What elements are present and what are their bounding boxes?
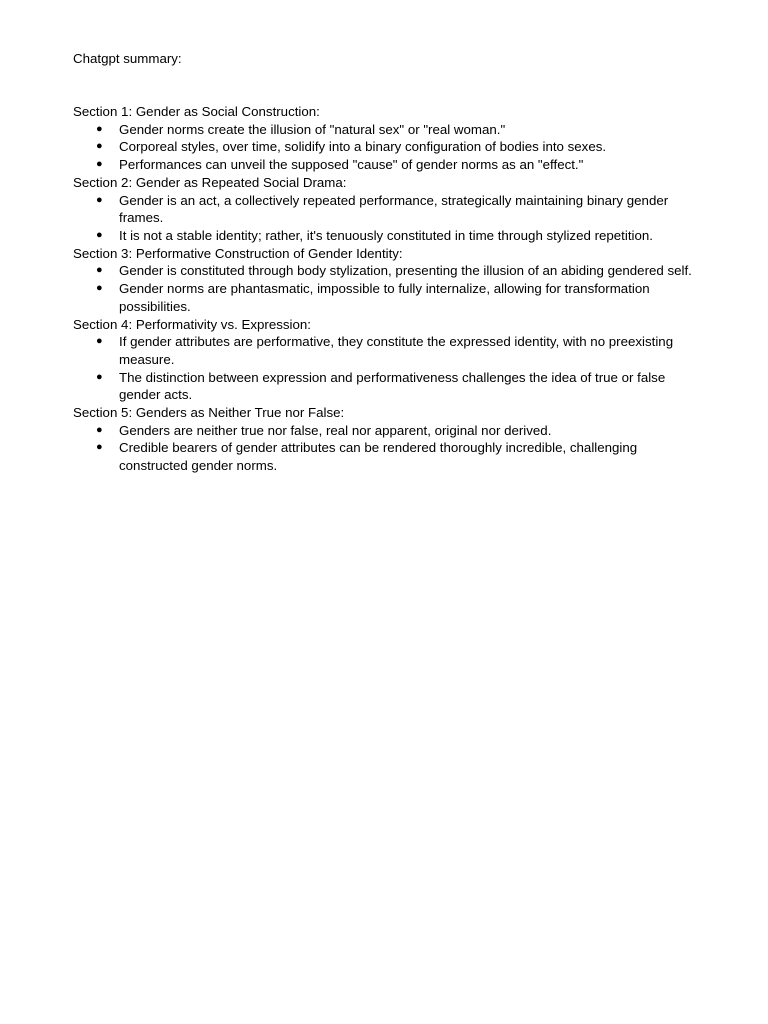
- bullet-text: Gender norms are phantasmatic, impossible to fully internalize, allowing for transformation possibilities.: [119, 281, 650, 314]
- bullet-icon: ●: [96, 229, 103, 241]
- bullet-list: [73, 262, 703, 315]
- section-heading: Section 5: Genders as Neither True nor False:: [73, 405, 345, 421]
- section-4: [73, 316, 703, 405]
- bullet-text: If gender attributes are performative, they constitute the expressed identity, with no preexisting measure.: [119, 334, 674, 367]
- blank-lines: [73, 68, 703, 103]
- section-heading: Section 3: Performative Construction of Gender Identity:: [73, 245, 403, 261]
- bullet-item: [73, 422, 703, 440]
- bullet-item: [73, 262, 703, 280]
- section-heading: Section 1: Gender as Social Construction:: [73, 104, 320, 120]
- bullet-icon: ●: [96, 441, 103, 454]
- bullet-item: [73, 280, 703, 315]
- bullet-item: [73, 439, 703, 474]
- section-3: [73, 245, 703, 316]
- bullet-icon: ●: [96, 158, 103, 171]
- document-page: [73, 50, 703, 475]
- bullet-icon: ●: [96, 335, 103, 348]
- bullet-text: Performances can unveil the supposed "cause" of gender norms as an "effect.": [119, 157, 584, 173]
- bullet-icon: ●: [96, 122, 103, 135]
- section-2: [73, 174, 703, 245]
- bullet-item: [73, 333, 703, 368]
- bullet-list: [73, 192, 703, 245]
- bullet-text: Gender is an act, a collectively repeated performance, strategically maintaining binary gender frames.: [119, 192, 669, 226]
- bullet-icon: ●: [96, 264, 103, 277]
- bullet-icon: ●: [96, 423, 103, 436]
- bullet-icon: ●: [96, 193, 103, 206]
- bullet-text: Gender is constituted through body stylization, presenting the illusion of an abiding gendered self.: [119, 263, 692, 279]
- bullet-item: [73, 138, 703, 156]
- bullet-item: [73, 192, 703, 227]
- bullet-list: [73, 422, 703, 475]
- document-title: Chatgpt summary:: [73, 51, 182, 66]
- bullet-text: Gender norms create the illusion of "natural sex" or "real woman.": [119, 121, 506, 137]
- bullet-text: Credible bearers of gender attributes can be rendered thoroughly incredible, challenging constructed gender norms.: [119, 440, 638, 474]
- bullet-text: It is not a stable identity; rather, it's tenuously constituted in time through stylized repetition.: [119, 228, 653, 243]
- section-heading: Section 2: Gender as Repeated Social Drama:: [73, 174, 347, 190]
- bullet-text: The distinction between expression and performativeness challenges the idea of true or false gender acts.: [119, 369, 666, 403]
- section-heading: Section 4: Performativity vs. Expression:: [73, 316, 311, 332]
- section-1: [73, 103, 703, 174]
- bullet-icon: ●: [96, 140, 103, 153]
- bullet-list: [73, 333, 703, 404]
- bullet-icon: ●: [96, 370, 103, 383]
- bullet-text: Genders are neither true nor false, real nor apparent, original nor derived.: [119, 422, 552, 438]
- bullet-item: [73, 369, 703, 404]
- bullet-item: [73, 121, 703, 139]
- bullet-list: [73, 121, 703, 174]
- bullet-text: Corporeal styles, over time, solidify into a binary configuration of bodies into sexes.: [119, 139, 607, 155]
- bullet-item: [73, 156, 703, 174]
- bullet-item: [73, 227, 703, 245]
- section-5: [73, 404, 703, 475]
- bullet-icon: ●: [96, 282, 103, 295]
